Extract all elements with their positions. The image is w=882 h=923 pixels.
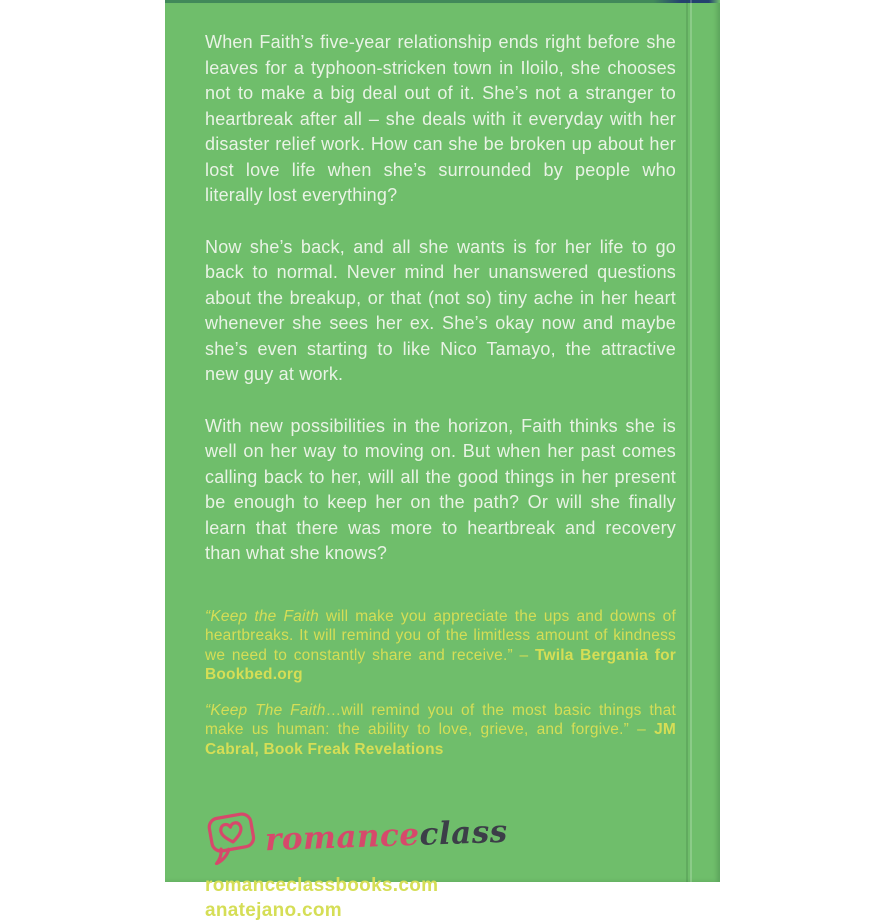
wordmark-class: class (418, 813, 509, 853)
quote-text: …will remind you of the most basic things that make us human: the ability to love, grieve, and forgive.” – (205, 701, 676, 738)
quote-book-title: “Keep The Faith (205, 701, 326, 719)
romanceclass-wordmark (264, 814, 508, 858)
website-urls (205, 873, 676, 923)
quote-book-title: “Keep the Faith (205, 607, 319, 625)
review-quote-2 (205, 701, 676, 760)
blurb-paragraph-3: With new possibilities in the horizon, Faith thinks she is well on her way to moving on. But when her past comes calling back to her, will all the good things in her present be enough to keep her on the path? Or will she finally learn that there was more to heartbreak and recovery than what she knows? (205, 415, 676, 563)
romanceclass-logo (205, 807, 676, 865)
blurb-paragraph-2: Now she’s back, and all she wants is for her life to go back to normal. Never mind her unanswered questions about the breakup, or that (not so) tiny ache in her heart whenever she sees her ex. She’s okay now and maybe she’s even starting to like Nico Tamayo, the attractive new guy at work. (205, 236, 676, 384)
quote-text: will make you appreciate the ups and downs of heartbreaks. It will remind you of the limitless amount of kindness we need to constantly share and receive.” – (205, 607, 677, 664)
review-quote-1 (205, 607, 676, 685)
book-back-cover (165, 0, 720, 921)
quote-attribution: Twila Bergania for Bookbed.org (205, 646, 676, 683)
wordmark-romance: romance (264, 816, 421, 859)
back-cover-content (165, 0, 720, 921)
heart-speech-bubble-icon (205, 807, 259, 865)
blurb-paragraph-1: When Faith’s five-year relationship ends right before she leaves for a typhoon-stricken town in Iloilo, she chooses not to make a big deal out of it. She’s not a stranger to heartbreak after all – she deals with it everyday with her disaster relief work. How can she be broken up about her lost love life when she’s surrounded by people who literally lost everything? (205, 32, 676, 205)
author-url: anatejano.com (205, 900, 342, 921)
quote-attribution: JM Cabral, Book Freak Revelations (205, 721, 676, 758)
publisher-url: romanceclassbooks.com (205, 875, 439, 896)
